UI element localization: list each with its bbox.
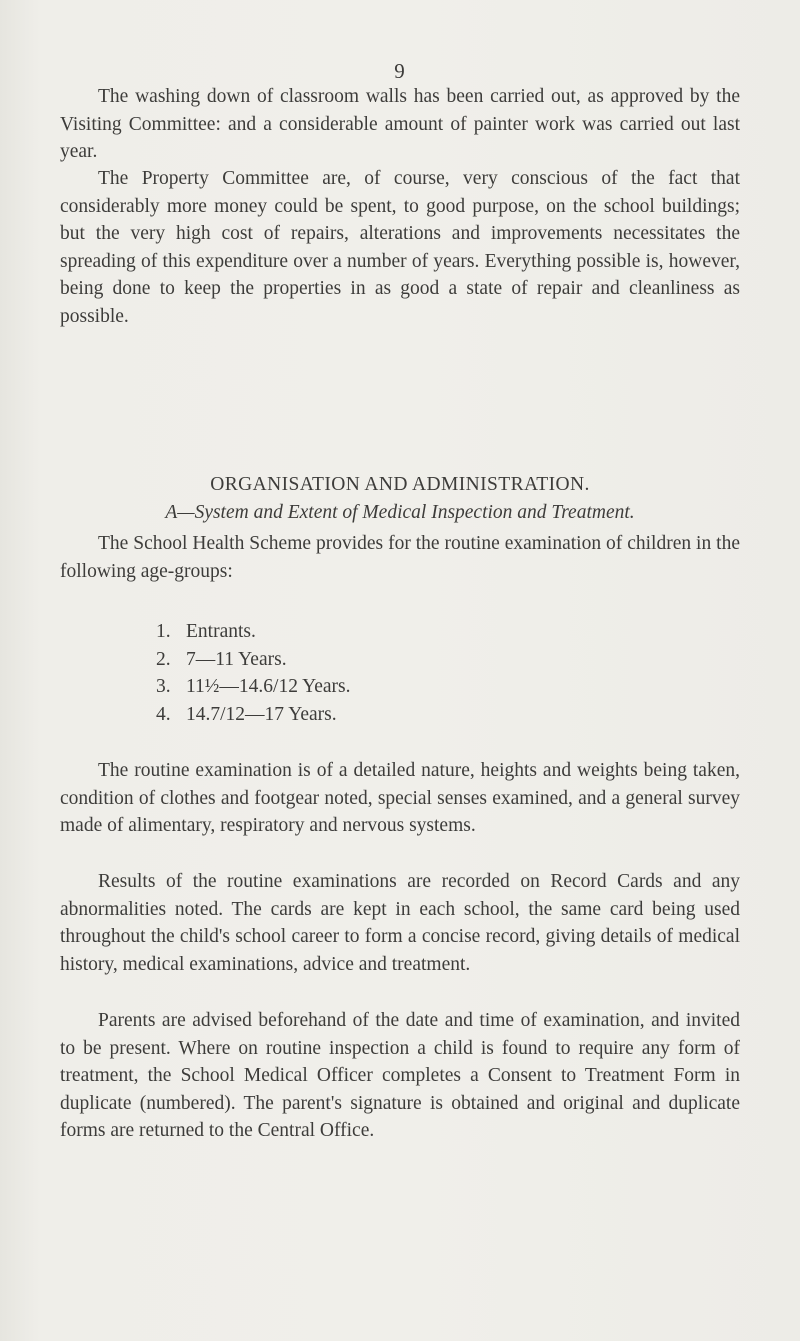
list-item-number: 3. bbox=[156, 676, 171, 698]
list-item-number: 1. bbox=[156, 621, 171, 642]
list-item-label: 11½—14.6/12 Years. bbox=[186, 676, 351, 698]
age-group-list bbox=[156, 618, 351, 728]
list-item-label: Entrants. bbox=[186, 621, 256, 642]
list-item bbox=[156, 673, 351, 701]
list-item-number: 4. bbox=[156, 703, 171, 725]
paragraph-routine-examination: The routine examination is of a detailed nature, heights and weights being taken, condition of clothes and footgear noted, special senses examined, and a general survey made of alimentary, respiratory and nervous systems. bbox=[60, 760, 740, 837]
section-heading: ORGANISATION AND ADMINISTRATION. bbox=[210, 474, 590, 495]
list-item-label: 14.7/12—17 Years. bbox=[186, 703, 337, 725]
paragraph-record-cards: Results of the routine examinations are recorded on Record Cards and any abnormalities noted. The cards are kept in each school, the same card being used throughout the child's school career to form a concise record, giving details of medical history, medical examinations, advice and treatment. bbox=[60, 871, 740, 975]
list-item-number: 2. bbox=[156, 648, 171, 670]
paragraph-health-scheme-intro: The School Health Scheme provides for the routine examination of children in the following age-groups: bbox=[60, 533, 740, 582]
paragraph-property-committee: The Property Committee are, of course, very conscious of the fact that considerably more money could be spent, to good purpose, on the school buildings; but the very high cost of repairs, alterations and improvements necessitates the spreading of this expenditure over a number of years. Everything possible is, however, being done to keep the properties in as good a state of repair and cleanliness as possible. bbox=[60, 168, 740, 327]
section-subheading: A—System and Extent of Medical Inspection and Treatment. bbox=[165, 502, 635, 523]
list-item bbox=[156, 646, 351, 674]
page-number: 9 bbox=[394, 59, 406, 83]
list-item-label: 7—11 Years. bbox=[186, 648, 287, 670]
list-item bbox=[156, 701, 351, 729]
paragraph-classroom-walls: The washing down of classroom walls has been carried out, as approved by the Visiting Committee: and a considerable amount of painter work was carried out last year. bbox=[60, 86, 740, 163]
list-item bbox=[156, 618, 351, 646]
paragraph-parents-advised: Parents are advised beforehand of the date and time of examination, and invited to be present. Where on routine inspection a child is found to require any form of treatment, the School Medical Officer completes a Consent to Treatment Form in duplicate (numbered). The parent's signature is obtained and original and duplicate forms are returned to the Central Office. bbox=[60, 1010, 740, 1142]
